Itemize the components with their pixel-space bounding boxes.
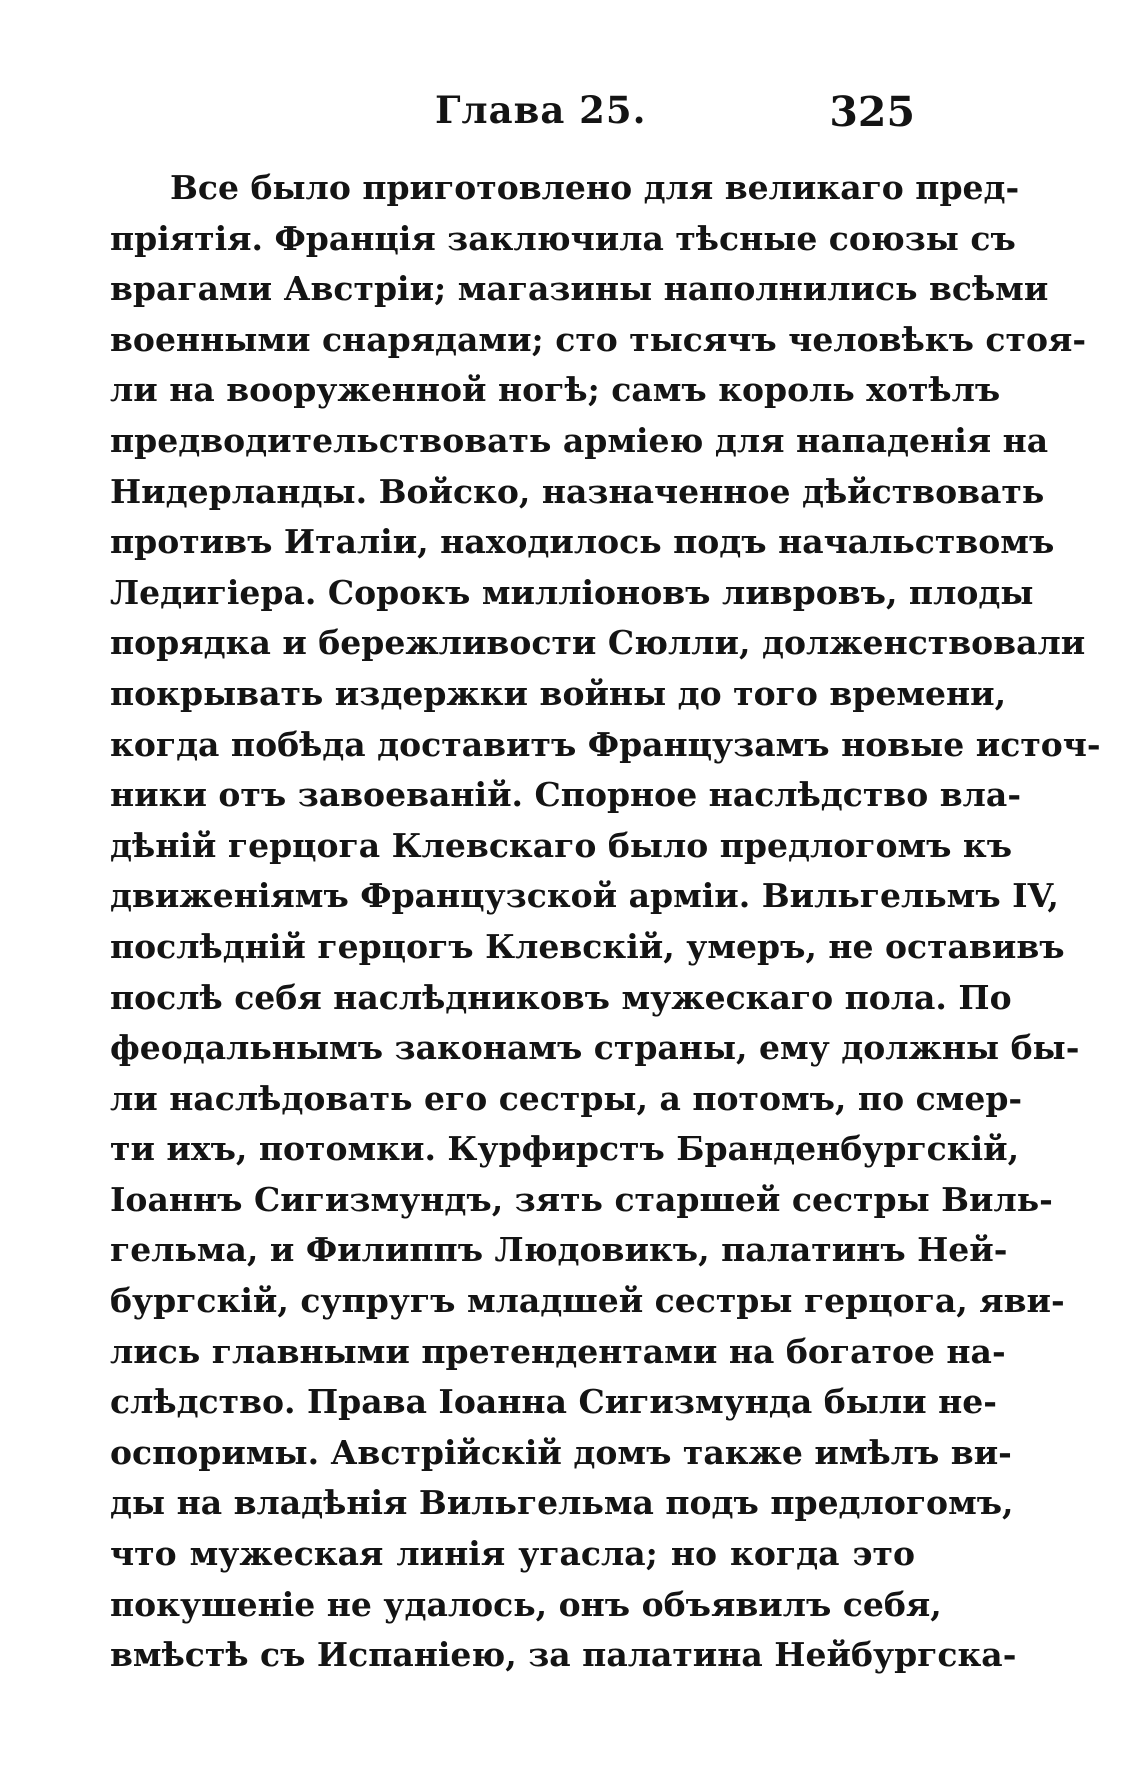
text-line: предводительствовать арміею для нападенія на xyxy=(110,420,1049,460)
text-line: покрывать издержки войны до того времени, xyxy=(110,673,1007,713)
running-head xyxy=(110,78,915,138)
text-line: лись главными претендентами на богатое на- xyxy=(110,1331,1006,1371)
text-line: покушеніе не удалось, онъ объявилъ себя, xyxy=(110,1584,942,1624)
text-line: оспоримы. Австрійскій домъ также имѣлъ ви- xyxy=(110,1432,1012,1472)
text-line: ти ихъ, потомки. Курфирстъ Бранденбургскій, xyxy=(110,1129,1020,1169)
text-line: Нидерланды. Войско, назначенное дѣйствовать xyxy=(110,471,1045,511)
text-line: когда побѣда доставитъ Французамъ новые источ- xyxy=(110,724,1101,764)
text-line: врагами Австріи; магазины наполнились всѣми xyxy=(110,269,1049,309)
text-line: слѣдство. Права Іоанна Сигизмунда были не- xyxy=(110,1382,997,1422)
text-line: послѣдній герцогъ Клевскій, умеръ, не оставивъ xyxy=(110,926,1065,966)
text-line: противъ Италіи, находилось подъ начальствомъ xyxy=(110,522,1055,562)
body-text xyxy=(110,163,1101,1681)
chapter-title: Глава 25. xyxy=(435,88,647,132)
text-line: феодальнымъ законамъ страны, ему должны бы- xyxy=(110,1028,1080,1068)
text-line: Ледигіера. Сорокъ милліоновъ ливровъ, плоды xyxy=(110,572,1034,612)
text-line: что мужеская линія угасла; но когда это xyxy=(110,1534,915,1574)
text-line: ли на вооруженной ногѣ; самъ король хотѣлъ xyxy=(110,370,1001,410)
text-line: ли наслѣдовать его сестры, а потомъ, по смер- xyxy=(110,1078,1023,1118)
page-number: 325 xyxy=(829,88,915,136)
text-line: дѣній герцога Клевскаго было предлогомъ къ xyxy=(110,825,1013,865)
text-line: Все было приготовлено для великаго пред- xyxy=(170,168,1020,207)
text-line: пріятія. Франція заключила тѣсные союзы съ xyxy=(110,218,1016,258)
text-line: вмѣстѣ съ Испаніею, за палатина Нейбургска- xyxy=(110,1635,1017,1675)
text-line: бургскій, супругъ младшей сестры герцога, яви- xyxy=(110,1281,1065,1321)
text-line: военными снарядами; сто тысячъ человѣкъ стоя- xyxy=(110,319,1087,359)
text-line: послѣ себя наслѣдниковъ мужескаго пола. По xyxy=(110,977,1012,1017)
text-line: ники отъ завоеваній. Спорное наслѣдство вла- xyxy=(110,775,1022,815)
text-line: ды на владѣнія Вильгельма подъ предлогомъ, xyxy=(110,1483,1014,1523)
text-line: порядка и бережливости Сюлли, долженствовали xyxy=(110,623,1086,663)
text-line: движеніямъ Французской арміи. Вильгельмъ IV, xyxy=(110,876,1059,916)
text-line: гельма, и Филиппъ Людовикъ, палатинъ Ней- xyxy=(110,1230,1008,1270)
text-line: Іоаннъ Сигизмундъ, зять старшей сестры Виль- xyxy=(110,1179,1053,1219)
